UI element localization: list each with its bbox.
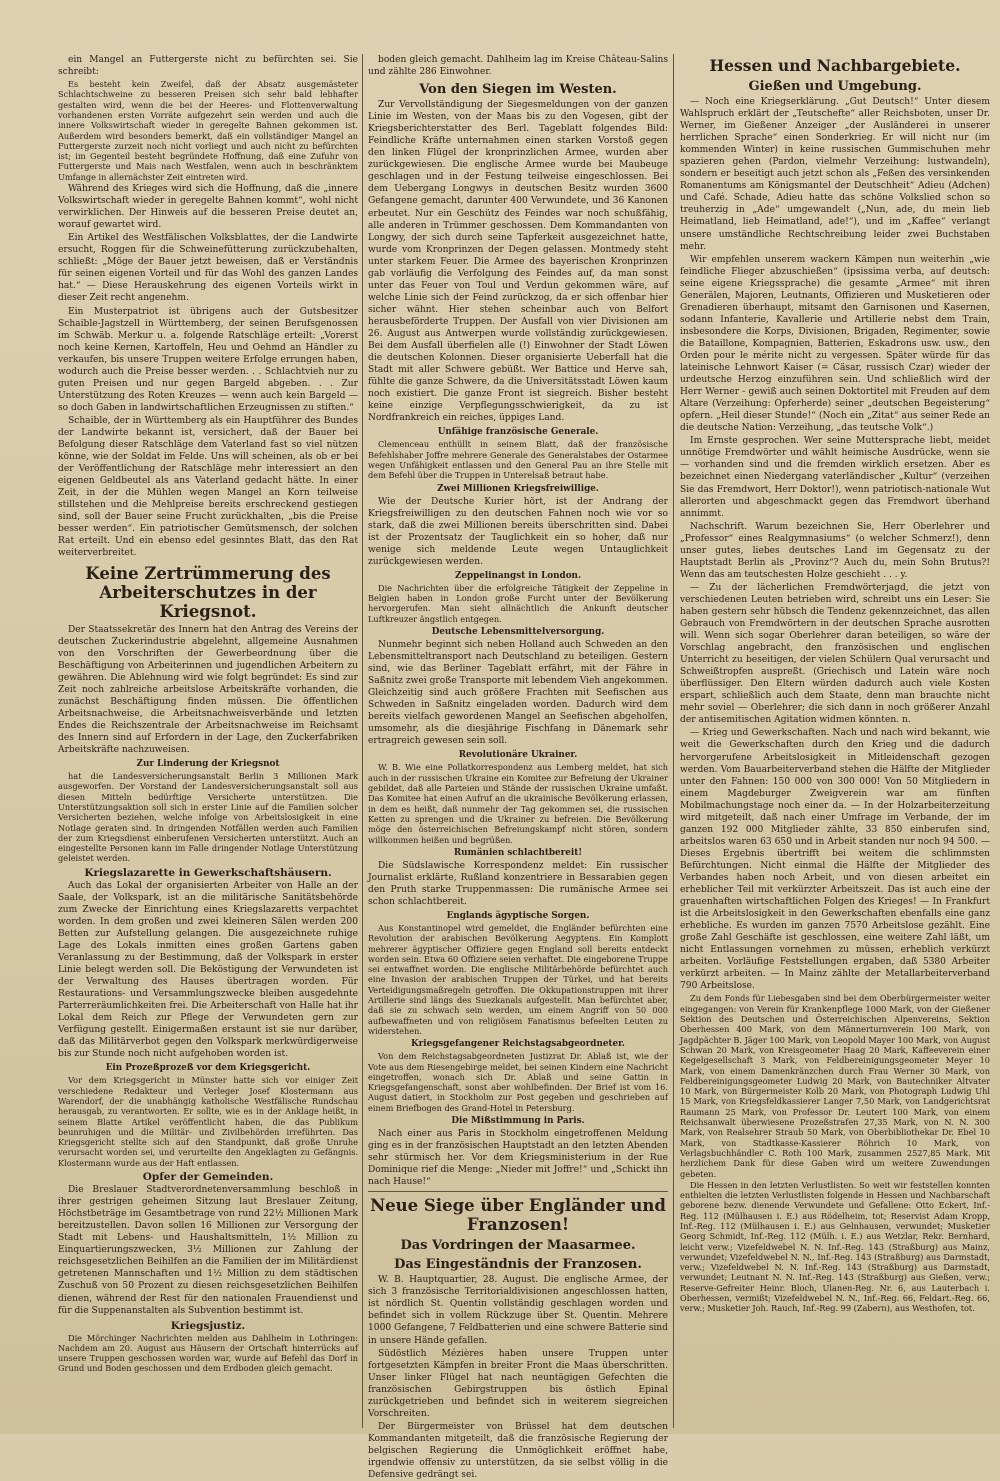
paragraph: — Krieg und Gewerkschaften. Nach und nach wird bekannt, wie weit die Gewerkschaften durch den Krieg und die dadurch hervorgerufene Arbeitslosigkeit in Mitleidenschaft gezogen werden. Vom Bauarbeiterverband stehen die Hälfte der Mitglieder unter den Fahnen: 150 000 von 300 000! Von 50 Mitgliedern in einem Magdeburger Zweigverein war am fünften Mobilmachungstage noch einer da. — In der Holzarbeiterzeitung wird mitgeteilt, daß nach einer Umfrage im Verbande, der im ganzen 192 000 Mitglieder zählte, 33 850 einberufen sind, arbeitslos waren 63 650 und in Arbeit standen nur noch 94 500. — Dieses Ergebnis übertrifft bei weitem die schlimmsten Befürchtungen. Nicht einmal die Hälfte der Mitglieder des Verbandes haben noch Arbeit, und von diesen arbeitet ein erheblicher Teil mit verkürzter Arbeitszeit. Das ist auch eine der grauenhaften wirtschaftlichen Folgen des Krieges! — In Frankfurt ist die Arbeitslosigkeit in den Gewerkschaften ebenfalls eine ganz erhebliche. Es wurden im ganzen 7570 Arbeitslose gezählt. Eine große Zahl Geschäfte ist geschlossen, eine weitere Zahl läßt, um nicht Entlassungen vornehmen zu müssen, erheblich verkürzt arbeiten. Vorläufige Feststellungen ergaben, daß 5380 Arbeiter verkürzt arbeiten. — In Mainz zählte der Metallarbeiterverband 790 Arbeitslose. [680, 728, 990, 992]
news-item-heading: Rumänien schlachtbereit! [453, 847, 583, 858]
news-item-heading: Die Mißstimmung in Paris. [451, 1116, 585, 1127]
paragraph: W. B. Hauptquartier, 28. August. Die englische Armee, der sich 3 französische Territorialdivisionen angeschlossen hatten, ist nördlich St. Quentin vollständig geschlagen worden und befindet sich in vollem Rückzuge über St. Quentin. Mehrere 1000 Gefangene, 7 Feldbatterien und eine schwere Batterie sind in unsere Hände gefallen. [368, 1275, 668, 1346]
small-print-paragraph: Aus Konstantinopel wird gemeldet, die Engländer befürchten eine Revolution der arabischen Bevölkerung Aegyptens. Ein Komplott mehrerer ägyptischer Offiziere gegen England soll bereits entdeckt worden sein. Etwa 60 Offiziere seien verhaftet. Die eingeborene Truppe sei entwaffnet worden. Die englische Militärbehörde befürchtet auch eine Invasion der arabischen Truppen der Türkei, und hat bereits Verteidigungsmaßregeln getroffen. Die Okkupationstruppen mit ihrer Artillerie sind längs des Suezkanals aufgestellt. Man befürchtet aber, daß sie zu schwach sein werden, um einem Angriff von 50 000 aufbewaffneten und von religiösem Fanatismus befeelten Leuten zu widerstehen. [368, 923, 668, 1036]
paragraph: Nach einer aus Paris in Stockholm eingetroffenen Meldung ging es in der französischen Hauptstadt an den letzten Abenden sehr stürmisch her. Vor dem Kriegsministerium in der Rue Dominique rief die Menge: „Nieder mit Joffre!“ und „Schickt ihn nach Hause!“ [368, 1129, 668, 1188]
column-rule [362, 54, 363, 1428]
news-item-heading: Revolutionäre Ukrainer. [458, 750, 578, 761]
column-left [58, 54, 358, 1426]
paragraph: Ein Musterpatriot ist übrigens auch der Gutsbesitzer Schaible-Jagstzell in Württemberg, der seinen Berufsgenossen im Schwäb. Merkur u. a. folgende Ratschläge erteilt: „Vorerst noch keine Kernen, Kartoffeln, Heu und Oehmd an Händler zu verkaufen, bis unsere Truppen weitere Erfolge errungen haben, wodurch auch die Preise besser werden. . . Schlachtvieh nur zu guten Preisen und nur gegen Bargeld abgeben. . . Zur Unterstützung des Roten Kreuzes — wenn auch kein Bargeld — so doch Gaben in landwirtschaftlichen Erzeugnissen zu stiften.“ [58, 306, 358, 413]
news-item-heading: Zeppelinangst in London. [454, 570, 582, 581]
paragraph: Nachschrift. Warum bezeichnen Sie, Herr Oberlehrer und „Professor“ eines Realgymnasiums“ (o welcher Schmerz!), denn unser gutes, liebes deutsches Land im Gegensatz zu der Hauptstadt Berlin als „Provinz“? Auch du, mein Sohn Brutus?! Wenn das am teutschesten Holze geschieht . . . y. [680, 521, 990, 580]
section-heading: Von den Siegen im Westen. [419, 82, 617, 98]
paragraph: — Zu der lächerlichen Fremdwörterjagd, die jetzt von verschiedenen Leuten betrieben wird, schreibt uns ein Leser: Sie haben gestern sehr hübsch die Tendenz gekennzeichnet, das allen Gebrauch von Fremdwörtern in der deutschen Sprache ausrotten will. Wenn sich sogar Oberlehrer daran beteiligen, so wäre der Vorschlag angebracht, den französischen und englischen Unterricht zu beseitigen, der vielen Schülern Qual verursacht und Schweißtropfen auspreßt. (Griechisch und Latein wäre noch überflüssiger. Den Eltern würden dadurch auch viele Kosten erspart, schließlich auch dem Staate, denn man brauchte nicht mehr soviel — Oberlehrer; die sich dann in noch größerer Anzahl der antisemitischen Agitation widmen könnten. n. [680, 582, 990, 726]
paragraph: ein Mangel an Futtergerste nicht zu befürchten sei. Sie schreibt: [58, 55, 358, 78]
small-print-paragraph: Die Mörchinger Nachrichten melden aus Dahlheim in Lothringen: Nachdem am 20. August aus Häusern der Ortschaft hinterrücks auf unsere Truppen geschossen worden war, wurde auf Befehl das Dorf in Grund und Boden geschossen und dem Erdboden gleich gemacht. [58, 1332, 358, 1374]
paragraph: Ein Artikel des Westfälischen Volksblattes, der die Landwirte ersucht, Roggen für die Schweinefütterung zurückzubehalten, schließt: „Möge der Bauer jetzt beweisen, daß er Verständnis für seinen eigenen Vorteil und für das Wohl des ganzen Landes hat.“ — Diese Herauskehrung des eigenen Vorteils wirkt in dieser Zeit recht angenehm. [58, 233, 358, 304]
small-print-paragraph: hat die Landesversicherungsanstalt Berlin 3 Millionen Mark ausgeworfen. Der Vorstand der Landesversicherungsanstalt soll aus diesen Mitteln bedürftige Versicherte unterstützen. Die Unterstützungsaktion soll sich in erster Linie auf die Familien solcher Versicherten beziehen, welche infolge von Arbeitslosigkeit in eine Notlage geraten sind. In dringenden Notfällen werden auch Familien der zum Kriegsdienst einberufenen Versicherten unterstützt. Auch an eingestellte Personen kann im Falle dringender Notlage Unterstützung geleistet werden. [58, 771, 358, 864]
paragraph: Auch das Lokal der organisierten Arbeiter von Halle an der Saale, der Volkspark, ist an die militärische Sanitätsbehörde zum Zwecke der Einrichtung eines Kriegslazaretts verpachtet worden. In dem großen und zwei kleineren Sälen werden 200 Betten zur Aufstellung gelangen. Die ausgezeichnete ruhige Lage des Lokals inmitten eines großen Gartens gaben Veranlassung zu der Bestimmung, daß der Volkspark in erster Linie belegt werden soll. Die Beköstigung der Verwundeten ist der Verwaltung des Hauses übertragen worden. Für Restaurations- und Versammlungszwecke bleiben ausgedehnte Parterreräumlichkeiten frei. Die Arbeiterschaft von Halle hat ihr Lokal dem Reich zur Pflege der Verwundeten gern zur Verfügung gestellt. Einigermaßen erstaunt ist sie nur darüber, daß das Militärverbot gegen den Volkspark merkwürdigerweise bis zur Stunde noch nicht aufgehoben worden ist. [58, 880, 358, 1060]
news-item-heading: Unfähige französische Generale. [437, 427, 599, 438]
paragraph: Nunmehr beginnt sich neben Holland auch Schweden an den Lebensmitteltransport nach Deutschland zu beteiligen. Gestern sind, wie das Berliner Tageblatt erfährt, mit der Fähre in Saßnitz zwei große Transporte mit lebendem Vieh angekommen. Gleichzeitig sind auch größere Frachten mit Seefischen aus Schweden in Saßnitz eingeladen worden. Dadurch wird dem bereits vielfach gewordenen Mangel an Seefischen abgeholfen, umsomehr, als die diesjährige Fischfang in Dänemark sehr ertragreich gewesen sein soll. [368, 640, 668, 747]
paragraph: boden gleich gemacht. Dahlheim lag im Kreise Château-Salins und zählte 286 Einwohner. [368, 55, 668, 78]
paragraph: Die Südslawische Korrespondenz meldet: Ein russischer Journalist erklärte, Rußland konzentriere in Bessarabien gegen den Pruth starke Truppenmassen: Die rumänische Armee sei schon schlachtbereit. [368, 860, 668, 907]
headline: Keine Zertrümmerung des Arbeiterschutzes in der Kriegsnot. [85, 563, 331, 621]
small-print-paragraph: Die Hessen in den letzten Verlustlisten. So weit wir feststellen konnten enthielten die letzten Verlustlisten folgende in Hessen und Nachbarschaft geborene bezw. dienende Verwundete und Gefallene: Otto Eckert, Inf.-Reg. 112 (Mülhausen i. E.) aus Rödelheim, tot; Reservist Adam Kropp, Inf.-Reg. 112 (Mülhausen i. E.) aus Gelnhausen, verwundet; Musketier Georg Schmidt, Inf.-Reg. 112 (Mülh. i. E.) aus Wetzlar, Rekr. Bernhard, leicht verw.; Vizefeldwebel N. N. Inf.-Reg. 143 (Straßburg) aus Mainz, verwundet; Vizefeldwebel N. N., Inf.-Reg. 143 (Straßburg) aus Darmstadt, verw.; Vizefeldwebel N. N. Inf.-Reg. 143 (Straßburg) aus Darmstadt, verwundet; Leutnant N. N. Inf.-Reg. 143 (Straßburg) aus Gießen, verw.; Reserve-Gefreiter Heinr. Bloch, Ulanen-Reg. Nr. 6, aus Lauterbach i. Oberhessen, vermißt; Vizefeldwebel N. N., Inf.-Reg. 66, Feldart.-Reg. 66, verw.; Musketier Joh. Rauch, Inf.-Reg. 99 (Zabern), aus Westhofen, tot. [680, 1179, 990, 1314]
column-right [680, 54, 990, 1426]
section-heading: Gießen und Umgebung. [748, 79, 922, 94]
section-heading: Das Vordringen der Maasarmee. [400, 1238, 636, 1254]
small-print-paragraph: Die Nachrichten über die erfolgreiche Tätigkeit der Zeppeline in Belgien haben in London große Furcht unter der Bevölkerung hervorgerufen. Man sieht allnächtlich die Ankunft deutscher Luftkreuzer ängstlich entgegen. [368, 582, 668, 624]
paragraph: Die Breslauer Stadtverordnetenversammlung beschloß in ihrer gestrigen geheimen Sitzung laut Breslauer Zeitung, Höchstbeträge im Gesamtbetrage von rund 22½ Millionen Mark bereitzustellen. Davon sollen 16 Millionen zur Versorgung der Stadt mit Lebens- und Haushaltsmitteln, 1½ Million zu Einquartierungszwecken, 3½ Millionen zur Zahlung der reichsgesetzlichen Beihilfen an die Familien der im Militärdienst getretenen Mannschaften und 1½ Million zu dem städtischen Zuschuß von 50 Prozent zu diesen reichsgesetzlichen Beihilfen dienen, während der Rest für den nationalen Frauendienst und für die Suppenanstalten als Subvention bestimmt ist. [58, 1185, 358, 1316]
paragraph: Südöstlich Mézières haben unsere Truppen unter fortgesetzten Kämpfen in breiter Front die Maas überschritten. Unser linker Flügel hat nach neuntägigen Gefechten die französischen Gebirgstruppen bis östlich Epinal zurückgetrieben und befindet sich in weiterem siegreichen Vorschreiten. [368, 1348, 668, 1419]
paragraph: — Noch eine Kriegserklärung. „Gut Deutsch!“ Unter diesem Wahlspruch erklärt der „Teutschefte“ aller Reichsboten, unser Dr. Werner, im Gießener Anzeiger „der Ausländerei in unserer herrlichen Sprache“ einen Sonderkrieg. Er will nicht nur (im kommenden Winter) in keine russischen Gummischuhen mehr spazieren gehen (Pardon, vielmehr Verzeihung: lustwandeln), sondern er beseitigt auch jetzt schon als „Feßen des versinkenden Romanentums am Königsmantel der Deutschheit“ Adieu (Adchen) und Café. Schade, Adieu hatte das schöne Volkslied schon so treuherzig in „Ade“ umgewandelt („Nun, ade, du mein lieb Heimatland, lieb Heimatland, ade!“), und im „Kaffee“ verlangt unsere umständliche Rechtschreibung leider zwei Buchstaben mehr. [680, 97, 990, 252]
separator-rule [368, 1191, 668, 1192]
news-item-heading: Ein Prozeßprozeß vor dem Kriegsgericht. [105, 1063, 311, 1074]
section-heading: Das Eingeständnis der Franzosen. [394, 1257, 642, 1273]
paragraph: Wir empfehlen unserem wackern Kämpen nun weiterhin „wie feindliche Flieger abzuschießen“ (ipsissima verba, auf deutsch: seine eigene Kriegssprache) die gesamte „Armee“ mit ihren Generälen, Majoren, Leutnants, Offizieren und Musketieren oder Grenadieren überhaupt, mitsamt den Garnisonen und Kasernen, sodann Infanterie, Kavallerie und Artillerie nebst dem Train, insbesondere die Korps, Divisionen, Brigaden, Regimenter, sowie die Bataillone, Kompagnien, Batterien, Eskadrons usw. usw., den Orden pour le mérite nicht zu vergessen. Später würde für das lateinische Lehnwort Kaiser (= Cäsar, russisch Czar) wieder der urdeutsche Herzog einzuführen sein. Und schließlich wird der Herr Werner - gewiß auch seinen Doktortitel mit Freuden auf dem Altare (Verzeihung: Opferherde) seiner „deutschen Begeisterung“ opfern. „Heil dieser Stunde!“ (Noch ein „Zitat“ aus seiner Rede an die deutsche Nation: Verzeihung, „das teutsche Volk“.) [680, 254, 990, 434]
headline: Neue Siege über Engländer und Franzosen! [370, 1196, 666, 1235]
paragraph: Der Bürgermeister von Brüssel hat dem deutschen Kommandanten mitgeteilt, daß die französische Regierung der belgischen Regierung die Unmöglichkeit eröffnet habe, irgendwie offensiv zu unterstützen, da sie selbst völlig in die Defensive gedrängt sei. [368, 1421, 668, 1481]
small-print-paragraph: W. B. Wie eine Pollatkorrespondenz aus Lemberg meldet, hat sich auch in der russischen Ukraine ein Komitee zur Befreiung der Ukrainer gebildet, daß alle Parteien und Stände der russischen Ukraine umfaßt. Das Komitee hat einen Aufruf an die ukrainische Bevölkerung erlassen, in dem es heißt, daß nunmehr der Tag gekommen sei, die russischen Ketten zu sprengen und die Ukrainer zu befreien. Die Bevölkerung möge den österreichischen Befreiungskampf nicht stören, sondern willkommen heißen und begrüßen. [368, 762, 668, 845]
news-item-heading: Zur Linderung der Kriegsnot [136, 759, 280, 770]
paragraph: Der Staatssekretär des Innern hat den Antrag des Vereins der deutschen Zuckerindustrie abgelehnt, allgemeine Ausnahmen von den Vorschriften der Gewerbeordnung über die Beschäftigung von Arbeiterinnen und jugendlichen Arbeitern zu gewähren. Die Ablehnung wird wie folgt begründet: Es sind zur Zeit noch zahlreiche arbeitslose Arbeitskräfte vorhanden, die zunächst Beschäftigung finden müssen. Die öffentlichen Arbeitsnachweise, die Arbeitsnachweisverbände und letzten Endes die Reichszentrale der Arbeitsnachweise im Reichsamt des Innern sind auf Erfordern in der Lage, den Zuckerfabriken Arbeitskräfte nachzuweisen. [58, 624, 358, 755]
column-middle [368, 54, 668, 1481]
news-item-heading: Kriegsgefangener Reichstagsabgeordneter. [410, 1039, 625, 1050]
news-item-heading: Englands ägyptische Sorgen. [446, 911, 590, 921]
paragraph: Zur Vervollständigung der Siegesmeldungen von der ganzen Linie im Westen, von der Maas bis zu den Vogesen, gibt der Kriegsberichterstatter des Berl. Tageblatt folgendes Bild: Feindliche Kräfte unternahmen einen starken Vorstoß gegen den linken Flügel der kronprinzlichen Armee, wurden aber zurückgewiesen. Die englische Armee wurde bei Maubeuge geschlagen und in der Festung teilweise eingeschlossen. Bei dem Uebergang Longwys in deutschen Besitz wurden 3600 Gefangene gemacht, darunter 400 Verwundete, und 36 Kanonen erbeutet. Nur ein Geschütz des Feindes war noch schußfähig, alle anderen in Trümmer geschossen. Dem Kommandanten von Longwy, der sich durch seine Tapferkeit ausgezeichnet hatte, wurde vom Kronprinzen der Degen gelassen. Montmedy steht unter starkem Feuer. Die Armee des bayerischen Kronprinzen gab vorläufig die Verfolgung des Feindes auf, da man sonst unter das Feuer von Toul und Verdun gekommen wäre, auf welche Linie sich der Feind zurückzog, da er sich offenbar hier sicher wähnt. Hier stehen scheinbar auch von Belfort herausbeförderte Truppen. Der Ausfall von vier Divisionen am 26. August aus Antwerpen wurde vollständig zurückgewiesen. Bei dem Ausfall überfielen alle (!) Einwohner der Stadt Löwen die deutschen Kolonnen. Dieser organisierte Ueberfall hat die Stadt mit aller Schwere gebüßt. Wer Battice und Herve sah, fühlte die ganze Schwere, da die Universitätsstadt Löwen kaum noch existiert. Die ganze Front ist siegreich. Bisher besteht keine einzige Verpflegungsschwierigkeit, da zu ist Nordfrankreich ein reiches, üppiges Land. [368, 100, 668, 424]
small-print-paragraph: Es besteht kein Zweifel, daß der Absatz ausgemästeter Schlachtschweine zu besseren Preisen sich sehr bald lebhafter gestalten wird, wenn die bei der Heeres- und Flottenverwaltung vorhandenen ersten Vorräte aufgezehrt sein werden und auch die innere Volkswirtschaft wieder in geregelte Bahnen gekommen ist. Außerdem wird besonders bemerkt, daß ein vollständiger Mangel an Futtergerste zurzeit noch nicht vorliegt und auch nicht zu befürchten ist; im Gegenteil besteht begründete Hoffnung, daß eine Zufuhr von Futtergerste und Mais nach Westfalen, wenn auch in beschränktem Umfange in allernächster Zeit eintreten wird. [58, 79, 358, 182]
column-rule [673, 54, 674, 1428]
paragraph: Im Ernste gesprochen. Wer seine Muttersprache liebt, meidet unnötige Fremdwörter und wählt heimische Ausdrücke, wenn sie — vorhanden sind und die fremden wirklich ersetzen. Aber es bezeichnet einen Niedergang vaterländischer „Kultur“ (verzeihen Sie das Fremdwort, Herr Doktor!), wenn patriotisch-nationale Wut allerorten und abgeschmackt gegen das Fremdwort überhand annimmt. [680, 436, 990, 519]
news-item-heading: Deutsche Lebensmittelversorgung. [431, 627, 605, 638]
small-print-paragraph: Vor dem Kriegsgericht in Münster hatte sich vor einiger Zeit verschiedene Redakteur und Verleger Josef Klostermann aus Warendorf, der die unabhängig katholische Westfälische Rundschau herausgab, zu verantworten. Er sollte, wie es in der Anklage heißt, in seinem Blatte Artikel veröffentlicht haben, die das Publikum beunruhigen und die Militär- und Zivilbehörden irreführten. Das Kriegsgericht stellte sich auf den Standpunkt, daß große Unruhe verursacht worden sei, und verurteilte den Angeklagten zu Gefängnis. Klostermann wurde aus der Haft entlassen. [58, 1075, 358, 1168]
subheading: Opfer der Gemeinden. [142, 1171, 274, 1184]
small-print-paragraph: Zu dem Fonds für Liebesgaben sind bei dem Oberbürgermeister weiter eingegangen: von Verein für Krankenpflege 1000 Mark, von der Gießener Sektion des Deutschen und Österreichischen Alpenvereins, Sektion Oberhessen 400 Mark, von dem Männerturnverein 100 Mark, von Jagdpächter B. Jäger 100 Mark, von Leopold Mayer 100 Mark, von August Schwan 20 Mark, von Kreisgeometer Haag 20 Mark, Kaffeeverein einer Kegelgesellschaft 3 Mark, von Feldbereinigungsgeometer Meyer 10 Mark, von einem Damenkränzchen durch Frau Werner 30 Mark, von Feldbereinigungsgeometer Ludwig 20 Mark, von Bautechniker Altvater 10 Mark, von Bürgermeister Kolb 20 Mark, von Photograph Ludwig Uhl 15 Mark, von Kriegsfeldkassierer Langer 7,50 Mark, von Landgerichtsrat Raumann 25 Mark, von Professor Dr. Leutert 100 Mark, von einem Reichsanwalt überwiesene Prozeßstrafen 27,35 Mark, von N. N. 300 Mark, von Realsehrer Straub 50 Mark, von Oberbibliothekar Dr. Ebel 10 Mark, von Stadtkasse-Kassierer Röhrich 10 Mark, von Verlagsbuchhändler C. Roth 100 Mark, zusammen 2527,85 Mark. Mit herzlichem Dank für diese Gaben wird um weitere Zuwendungen gebeten. [680, 993, 990, 1179]
paragraph: Schaible, der in Württemberg als ein Hauptführer des Bundes der Landwirte bekannt ist, versichert, daß der Bauer bei Befolgung dieser Ratschläge dem Vaterland fast so viel nützen könne, wie der Soldat im Felde. Uns will scheinen, als ob er bei der Veröffentlichung der Ratschläge mehr interessiert an den eigenen Geldbeutel als ans Vaterland gedacht hätte. In einer Zeit, in der die Mühlen wegen Mangel an Korn teilweise stillstehen und die Mehlpreise bereits erschreckend gestiegen sind, soll der Bauer seine Frucht zurückhalten, „bis die Preise besser werden“. Ein patriotischer Gemütsmensch, der solchen Rat erteilt. Und ein ebenso edel gesinntes Blatt, das den Rat weiterverbreitet. [58, 415, 358, 559]
small-print-paragraph: Von dem Reichstagsabgeordneten Justizrat Dr. Ablaß ist, wie der Vote aus dem Riesengebirge meldet, bei seinen Kindern eine Nachricht eingetroffen, wonach sich Dr. Ablaß und seine Gattin in Kriegsgefangenschaft, sonst aber wohlbefinden. Der Brief ist vom 16. August datiert, in Stockholm zur Post gegeben und geschrieben auf einem Briefbogen des Grand-Hotel in Petersburg. [368, 1051, 668, 1113]
subheading: Kriegsjustiz. [170, 1319, 246, 1332]
paragraph: Während des Krieges wird sich die Hoffnung, daß die „innere Volkswirtschaft wieder in geregelte Bahnen kommt“, wohl nicht verwirklichen. Der Hinweis auf die besseren Preise deutet an, worauf gewartet wird. [58, 184, 358, 231]
paragraph: Wie der Deutsche Kurier hört, ist der Andrang der Kriegsfreiwilligen zu den deutschen Fahnen noch wie vor so stark, daß die zwei Millionen bereits überschritten sind. Dabei ist der Prozentsatz der Tauglichkeit ein so hoher, daß nur wenige sich meldende Leute wegen Untauglichkeit zurückgewiesen werden. [368, 496, 668, 567]
news-item-heading: Zwei Millionen Kriegsfreiwillige. [437, 483, 599, 494]
section-masthead: Hessen und Nachbargebiete. [709, 56, 961, 75]
small-print-paragraph: Clemenceau enthüllt in seinem Blatt, daß der französische Befehlshaber Joffre mehrere Generale des Generalstabes der Ostarmee wegen Unfähigkeit entlassen und den General Pau an ihre Stelle mit dem Befehl über die Truppen in Unterelsaß betraut habe. [368, 439, 668, 481]
subheading: Kriegslazarette in Gewerkschaftshäusern. [84, 866, 332, 879]
